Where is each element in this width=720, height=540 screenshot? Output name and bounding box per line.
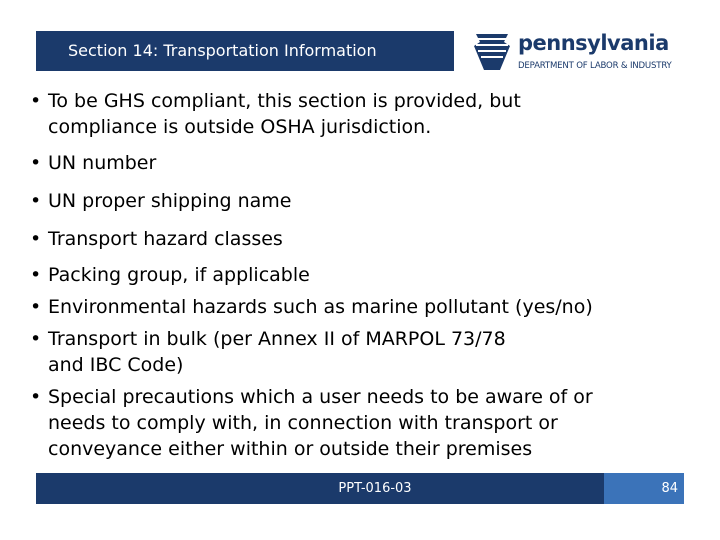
bullet-text: UN proper shipping name: [48, 190, 292, 212]
bullet-text: Environmental hazards such as marine pollutant (yes/no): [48, 296, 593, 318]
pennsylvania-logo: [470, 28, 695, 78]
bullet-dot: •: [30, 264, 42, 286]
bullet-dot: •: [30, 386, 42, 408]
bullet-text: To be GHS compliant, this section is provided, but: [48, 90, 521, 112]
keystone-icon: [470, 32, 514, 72]
bullet-item: [28, 326, 700, 378]
slide-title-bar: [36, 31, 454, 71]
bullet-item: [28, 88, 700, 140]
slide-title: Section 14: Transportation Information: [68, 41, 377, 60]
footer-page-number: 84: [661, 481, 678, 496]
footer-code: PPT-016-03: [338, 481, 412, 496]
bullet-text: Transport hazard classes: [48, 228, 283, 250]
bullet-text: UN number: [48, 152, 157, 174]
bullet-text: Packing group, if applicable: [48, 264, 310, 286]
bullet-item: [28, 188, 700, 214]
bullet-item: [28, 150, 700, 176]
bullet-dot: •: [30, 296, 42, 318]
bullet-dot: •: [30, 90, 42, 112]
bullet-text-cont: and IBC Code): [48, 354, 184, 376]
logo-name: pennsylvania: [518, 31, 669, 55]
bullet-text-cont: conveyance either within or outside their premises: [48, 438, 533, 460]
bullet-text-cont: compliance is outside OSHA jurisdiction.: [48, 116, 432, 138]
bullet-dot: •: [30, 152, 42, 174]
bullet-text: Transport in bulk (per Annex II of MARPOL 73/78: [48, 328, 506, 350]
bullet-dot: •: [30, 190, 42, 212]
bullet-item: [28, 262, 700, 288]
bullet-item: [28, 384, 700, 462]
bullet-text: Special precautions which a user needs to be aware of or: [48, 386, 593, 408]
bullet-list: [28, 88, 700, 462]
bullet-item: [28, 294, 700, 320]
bullet-dot: •: [30, 328, 42, 350]
bullet-item: [28, 226, 700, 252]
bullet-text-cont: needs to comply with, in connection with transport or: [48, 412, 558, 434]
bullet-dot: •: [30, 228, 42, 250]
logo-department: DEPARTMENT OF LABOR & INDUSTRY: [518, 61, 672, 71]
